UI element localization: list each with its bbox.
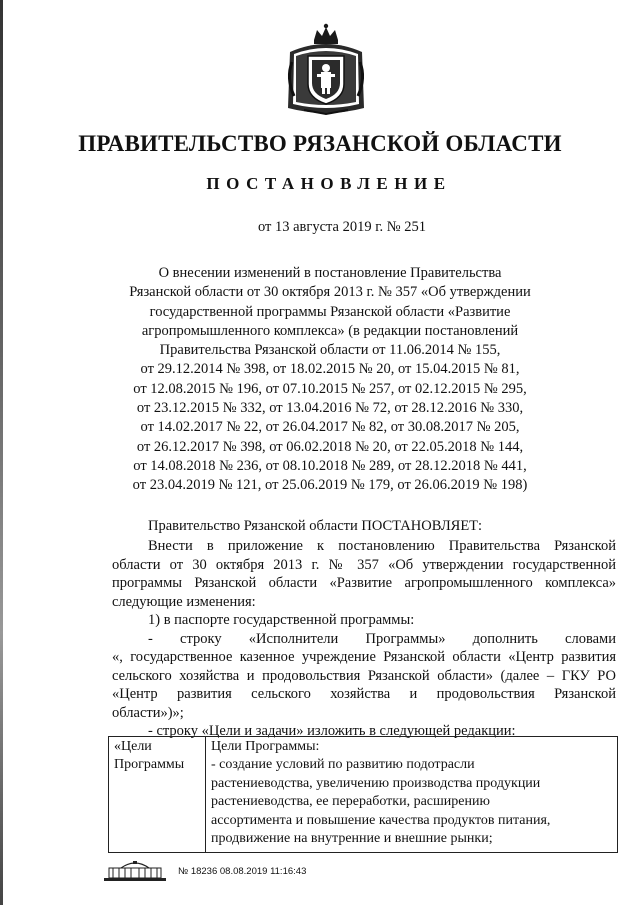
cell-line: - создание условий по развитию подотрасли [211, 757, 475, 773]
registration-number: № 18236 08.08.2019 11:16:43 [178, 866, 307, 877]
body-line: «, государственное казенное учреждение Рязанской области «Центр развития [112, 649, 616, 665]
decree-statement: Правительство Рязанской области ПОСТАНОВЛЯЕТ: [148, 518, 483, 534]
subject-line: от 23.12.2015 № 332, от 13.04.2016 № 72, от 28.12.2016 № 330, [136, 400, 524, 417]
subject-line: О внесении изменений в постановление Правительства [158, 265, 502, 281]
subject-line: от 14.08.2018 № 236, от 08.10.2018 № 289, от 28.12.2018 № 441, [133, 457, 527, 474]
subject-line: от 14.02.2017 № 22, от 26.04.2017 № 82, от 30.08.2017 № 205, [140, 419, 520, 436]
subject-line: Правительства Рязанской области от 11.06.2014 № 155, [159, 342, 501, 359]
subject-line: от 26.12.2017 № 398, от 06.02.2018 № 20, от 22.05.2018 № 144, [136, 438, 524, 455]
body-line: - строку «Исполнители Программы» дополнить словами [148, 630, 616, 647]
body-line: - строку «Цели и задачи» изложить в следующей редакции: [148, 723, 516, 739]
body-line: сельского хозяйства и продовольствия Рязанской области» (далее – ГКУ РО [112, 667, 616, 684]
registry-stamp-icon [103, 860, 167, 884]
subject-line: от 29.12.2014 № 398, от 18.02.2015 № 20, от 15.04.2015 № 81, [140, 361, 520, 378]
body-line: Внести в приложение к постановлению Правительства Рязанской [148, 538, 616, 554]
cell-line: «Цели [114, 739, 152, 754]
table-cell-label [109, 737, 206, 853]
document-body [112, 537, 616, 741]
document-type: ПОСТАНОВЛЕНИЕ [206, 174, 452, 193]
goals-table [108, 736, 618, 853]
subject-line: государственной программы Рязанской области «Развитие [149, 303, 511, 320]
subject-line: Рязанской области от 30 октября 2013 г. № 357 «Об утверждении [129, 284, 531, 301]
body-line: «Центр развития сельского хозяйства и продовольствия Рязанской [112, 686, 616, 702]
organization-title: ПРАВИТЕЛЬСТВО РЯЗАНСКОЙ ОБЛАСТИ [78, 131, 562, 156]
list-item-1: 1) в паспорте государственной программы: [148, 612, 415, 628]
body-line: следующие изменения: [112, 593, 256, 610]
cell-line: продвижение на внутренние и внешние рынки; [211, 831, 493, 847]
document-date-number: от 13 августа 2019 г. № 251 [257, 219, 427, 235]
cell-line: Программы [114, 757, 185, 773]
cell-line: Цели Программы: [211, 739, 320, 754]
body-line: области от 30 октября 2013 г. № 357 «Об утверждении государственной [112, 556, 616, 573]
coat-of-arms-icon [284, 22, 368, 118]
subject-line: от 23.04.2019 № 121, от 25.06.2019 № 179, от 26.06.2019 № 198) [132, 477, 528, 494]
table-cell-content [206, 737, 618, 853]
table-row [109, 737, 618, 853]
body-line: программы Рязанской области «Развитие агропромышленного комплекса» [112, 575, 616, 591]
cell-line: ассортимента и повышение качества продуктов питания, [211, 812, 551, 828]
cell-line: растениеводства, ее переработки, расширению [211, 794, 490, 810]
cell-line: растениеводства, увеличению производства продукции [211, 775, 541, 791]
subject-line: агропромышленного комплекса» (в редакции постановлений [141, 322, 519, 339]
document-subject [90, 264, 570, 496]
body-line: области»)»; [112, 704, 184, 721]
subject-line: от 12.08.2015 № 196, от 07.10.2015 № 257, от 02.12.2015 № 295, [133, 380, 527, 397]
